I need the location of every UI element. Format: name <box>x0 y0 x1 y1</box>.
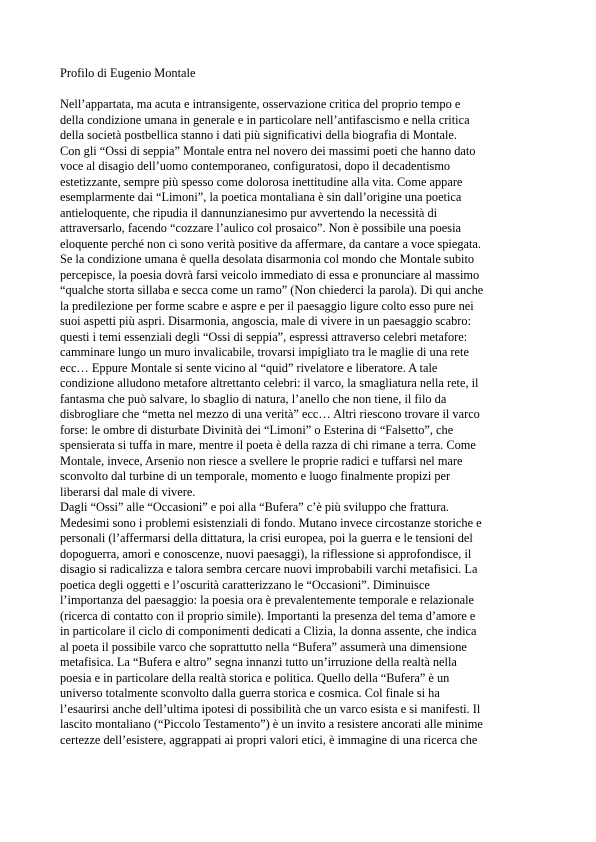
text-line: voce al disagio dell’uomo contemporaneo, configuratosi, dopo il decadentismo <box>60 159 451 173</box>
text-line: sconvolto dal turbine di un temporale, momento e luogo finalmente propizi per <box>60 469 451 483</box>
text-line: Nell’appartata, ma acuta e intransigente, osservazione critica del proprio tempo e <box>60 97 461 111</box>
text-line: eloquente perché non ci sono verità positive da affermare, da cantare a voce spiegata. <box>60 236 481 251</box>
text-line: suoi aspetti più aspri. Disarmonia, angoscia, male di vivere in un paesaggio scabro: <box>60 314 472 328</box>
text-line: Montale, invece, Arsenio non riesce a svellere le proprie radici e tuffarsi nel mare <box>60 453 463 468</box>
text-line: poesia e in particolare della realtà storica e politica. Quello della “Bufera” è un <box>60 670 450 685</box>
text-line: disagio si radicalizza e talora sembra cercare nuovi improbabili varchi metafisici. La <box>60 562 478 576</box>
text-line: questi i temi essenziali degli “Ossi di seppia”, espressi attraverso celebri metafore: <box>60 329 468 344</box>
text-line: forse: le ombre di disturbate Divinità dei “Limoni” o Esterina di “Falsetto”, che <box>60 422 454 437</box>
text-line: spensierata si tuffa in mare, mentre il poeta è della razza di chi rimane a terra. Come <box>60 438 476 452</box>
text-line: “qualche storta sillaba e secca come un ramo” (Non chiederci la parola). Di qui anche <box>60 283 484 297</box>
text-line: disbrogliare che “metta nel mezzo di una verità” ecc… Altri riescono trovare il varco <box>60 407 480 421</box>
text-line: esemplarmente dai “Limoni”, la poetica montaliana è sin dall’origine una poetica <box>60 190 462 204</box>
text-line: (ricerca di contatto con il proprio simile). Importanti la presenza del tema d’amore e <box>60 608 476 623</box>
document-body <box>60 66 540 748</box>
text-line: personali (l’affermarsi della dittatura, la crisi europea, poi la guerra e le tensioni del <box>60 531 473 545</box>
text-line: Medesimi sono i problemi esistenziali di fondo. Mutano invece circostanze storiche e <box>60 515 482 530</box>
text-line: la predilezione per forme scabre e aspre e per il paesaggio ligure colto esso pure nei <box>60 298 474 313</box>
text-line: lascito montaliano (“Piccolo Testamento”) è un invito a resistere ancorati alle minime <box>60 717 483 731</box>
text-line: camminare lungo un muro invalicabile, trovarsi impigliato tra le maglie di una rete <box>60 345 469 359</box>
text-line: poetica degli oggetti e l’oscurità caratterizzano le “Occasioni”. Diminuisce <box>60 577 430 592</box>
text-line: ecc… Eppure Montale si sente vicino al “quid” rivelatore e liberatore. A tale <box>60 360 438 375</box>
text-line: universo totalmente sconvolto dalla guerra storica e cosmica. Col finale si ha <box>60 686 440 700</box>
text-line: della società postbellica stanno i dati più significativi della biografia di Montale. <box>60 128 457 142</box>
text-line: al poeta il possibile varco che soprattutto nella “Bufera” assumerà una dimensione <box>60 639 467 654</box>
title-spacer <box>60 82 540 98</box>
text-line: liberarsi dal male di vivere. <box>60 484 196 499</box>
document-text <box>60 97 540 748</box>
text-line: Con gli “Ossi di seppia” Montale entra nel novero dei massimi poeti che hanno dato <box>60 143 476 158</box>
text-line: estetizzante, sempre più spesso come dolorosa inettitudine alla vita. Come appare <box>60 174 463 189</box>
text-line: della condizione umana in generale e in particolare nell’antifascismo e nella critica <box>60 112 470 127</box>
text-line: antieloquente, che ripudia il dannunzianesimo pur avvertendo la necessità di <box>60 205 438 220</box>
text-line: attraversarlo, facendo “cozzare l’aulico col prosaico”. Non è possibile una poesia <box>60 221 461 235</box>
text-line: condizione alludono metafore altrettanto celebri: il varco, la smagliatura nella rete, il <box>60 376 479 390</box>
text-line: in particolare il ciclo di componimenti dedicati a Clizia, la donna assente, che indica <box>60 624 477 638</box>
document-title: Profilo di Eugenio Montale <box>60 66 196 80</box>
text-line: dopoguerra, amori e conoscenze, nuovi paesaggi), la riflessione si approfondisce, il <box>60 546 472 561</box>
text-line: Se la condizione umana è quella desolata disarmonia col mondo che Montale subito <box>60 252 475 266</box>
text-line: metafisica. La “Bufera e altro” segna innanzi tutto un’irruzione della realtà nella <box>60 655 457 669</box>
text-line: l’esaurirsi anche dell’ultima ipotesi di possibilità che un varco esista e si manifesti. Il <box>60 701 481 716</box>
text-line: Dagli “Ossi” alle “Occasioni” e poi alla “Bufera” c’è più sviluppo che frattura. <box>60 500 450 514</box>
text-line: certezze dell’esistere, aggrappati ai propri valori etici, è immagine di una ricerca che <box>60 732 478 747</box>
text-line: percepisce, la poesia dovrà farsi veicolo immediato di essa e pronunciare al massimo <box>60 267 480 282</box>
text-line: l’importanza del paesaggio: la poesia ora è prevalentemente temporale e relazionale <box>60 593 474 607</box>
text-line: fantasma che può salvare, lo sbaglio di natura, l’anello che non tiene, il filo da <box>60 391 447 406</box>
